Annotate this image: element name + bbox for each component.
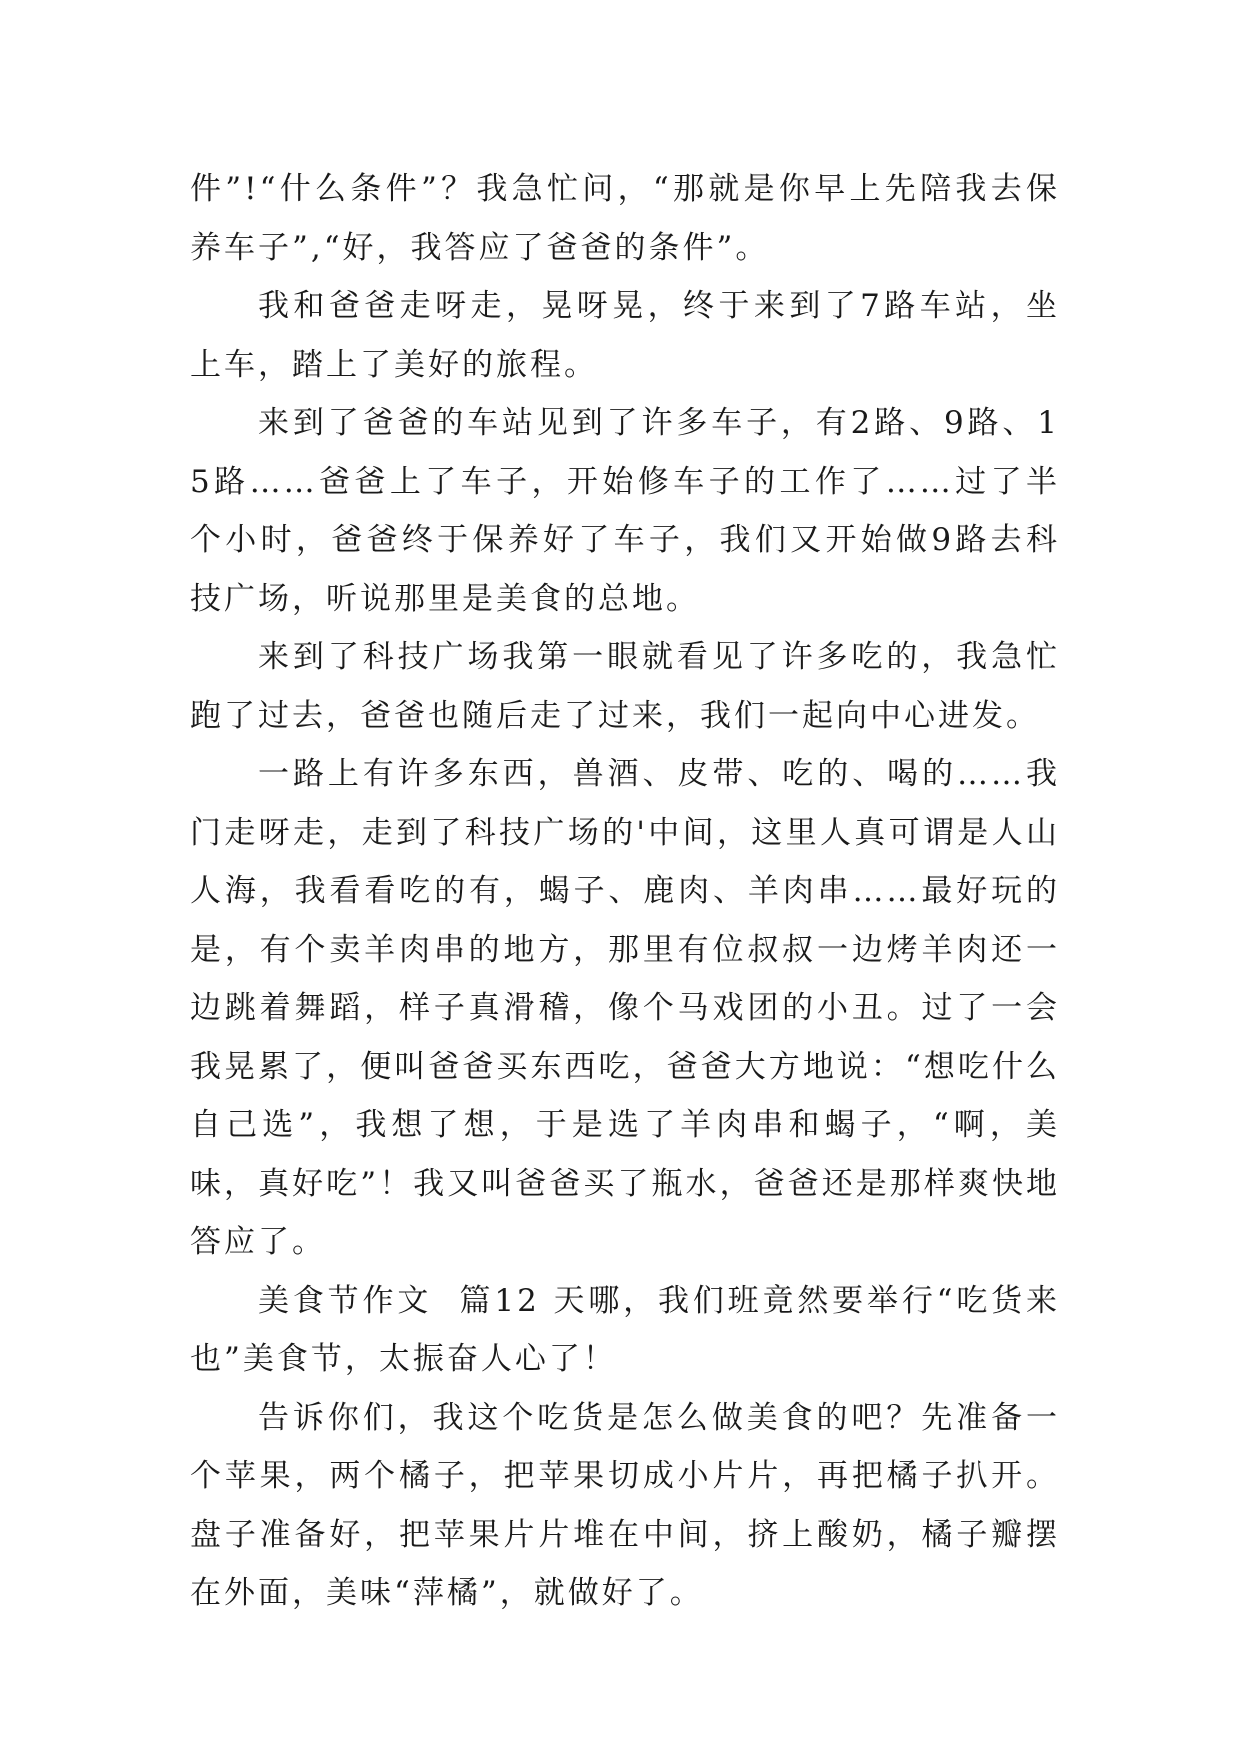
section-heading: 美食节作文 篇12 [258,1282,540,1319]
document-body [190,160,1060,1623]
section-paragraph [190,1272,1060,1389]
section-gap [540,1283,554,1319]
paragraph-food-street: 一路上有许多东西，兽酒、皮带、吃的、喝的……我门走呀走，走到了科技广场的'中间，这里人真可谓是人山人海，我看看吃的有，蝎子、鹿肉、羊肉串……最好玩的是，有个卖羊肉串的地方，那里有位叔叔一边烤羊肉还一边跳着舞蹈，样子真滑稽，像个马戏团的小丑。过了一会我晃累了，便叫爸爸买东西吃，爸爸大方地说：“想吃什么自己选”，我想了想，于是选了羊肉串和蝎子，“啊，美味，真好吃”！我又叫爸爸买了瓶水，爸爸还是那样爽快地答应了。 [190,756,1060,1260]
paragraph-car-maintenance: 来到了爸爸的车站见到了许多车子，有2路、9路、15路……爸爸上了车子，开始修车子的工作了……过了半个小时，爸爸终于保养好了车子，我们又开始做9路去科技广场，听说那里是美食的总地。 [190,405,1060,617]
paragraph-tech-square: 来到了科技广场我第一眼就看见了许多吃的，我急忙跑了过去，爸爸也随后走了过来，我们一起向中心进发。 [190,639,1060,734]
paragraph-continuation: 件”!“什么条件”？我急忙问，“那就是你早上先陪我去保养车子”,“好，我答应了爸爸的条件”。 [190,171,1060,266]
paragraph-bus-station: 我和爸爸走呀走，晃呀晃，终于来到了7路车站，坐上车，踏上了美好的旅程。 [190,288,1060,383]
paragraph-recipe: 告诉你们，我这个吃货是怎么做美食的吧？先准备一个苹果，两个橘子，把苹果切成小片片，再把橘子扒开。盘子准备好，把苹果片片堆在中间，挤上酸奶，橘子瓣摆在外面，美味“萍橘”，就做好了。 [190,1399,1060,1611]
section-intro-text: 天哪，我们班竟然要举行“吃货来也”美食节，太振奋人心了！ [190,1282,1060,1377]
